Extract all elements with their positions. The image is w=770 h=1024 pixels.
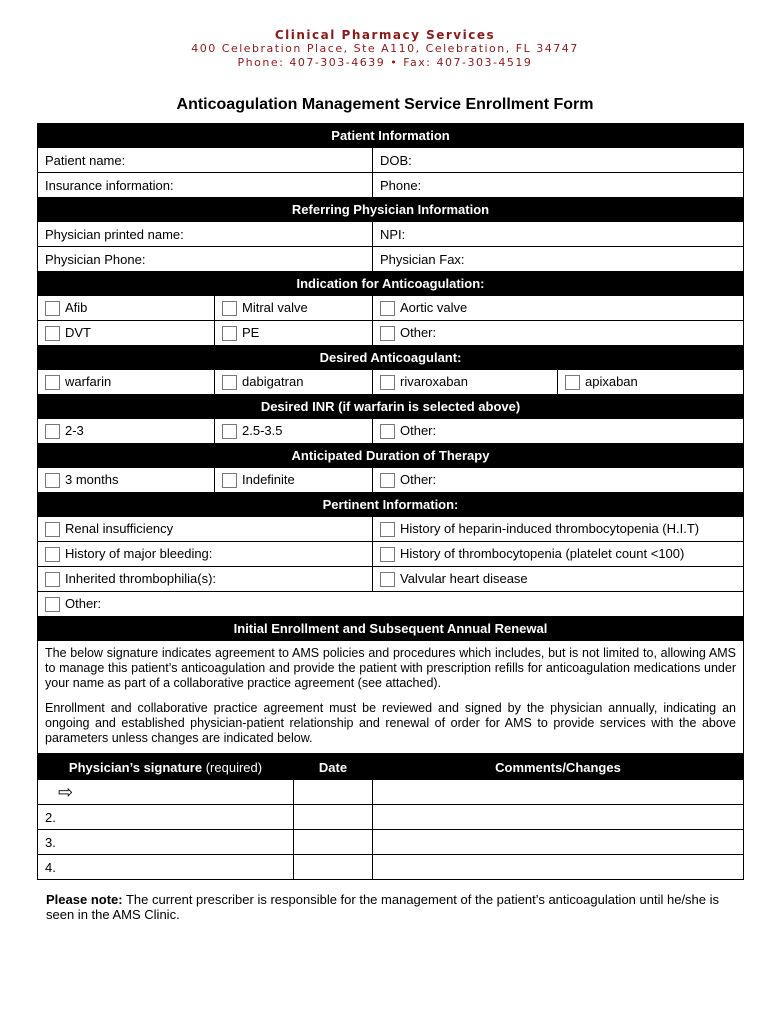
option-mitral-valve[interactable]: Mitral valve bbox=[215, 296, 373, 321]
agreement-paragraph-2: Enrollment and collaborative practice agreement must be reviewed and signed by the physician annually, indicating an ongoing and established physician-patient relationship and renewal of order for AMS to provide services with the above parameters unless changes are indicated below. bbox=[45, 701, 737, 745]
signature-cell-2[interactable]: 2. bbox=[38, 805, 294, 830]
option-rivaroxaban[interactable]: rivaroxaban bbox=[373, 370, 558, 395]
section-duration: Anticipated Duration of Therapy bbox=[38, 444, 744, 468]
option-pertinent-other[interactable]: Other: bbox=[38, 592, 744, 617]
checkbox[interactable] bbox=[45, 597, 60, 612]
checkbox[interactable] bbox=[380, 326, 395, 341]
date-cell-3[interactable] bbox=[294, 830, 373, 855]
note-text: The current prescriber is responsible for the management of the patient’s anticoagulation until he/she is seen in the AMS Clinic. bbox=[46, 892, 720, 922]
checkbox[interactable] bbox=[45, 326, 60, 341]
patient-name-field[interactable]: Patient name: bbox=[38, 148, 373, 173]
checkbox[interactable] bbox=[45, 572, 60, 587]
option-dabigatran[interactable]: dabigatran bbox=[215, 370, 373, 395]
option-3-months[interactable]: 3 months bbox=[38, 468, 215, 493]
comments-cell-1[interactable] bbox=[373, 780, 744, 805]
option-afib[interactable]: Afib bbox=[38, 296, 215, 321]
section-pertinent-information: Pertinent Information: bbox=[38, 493, 744, 517]
checkbox[interactable] bbox=[222, 326, 237, 341]
patient-phone-field[interactable]: Phone: bbox=[373, 173, 744, 198]
signature-cell-1[interactable] bbox=[38, 780, 294, 805]
checkbox[interactable] bbox=[45, 522, 60, 537]
option-inherited-thrombophilia[interactable]: Inherited thrombophilia(s): bbox=[38, 567, 373, 592]
col-comments-changes: Comments/Changes bbox=[373, 755, 744, 780]
npi-field[interactable]: NPI: bbox=[373, 222, 744, 247]
signature-table bbox=[37, 754, 744, 880]
signature-cell-4[interactable]: 4. bbox=[38, 855, 294, 880]
section-enrollment-renewal: Initial Enrollment and Subsequent Annual Renewal bbox=[38, 617, 744, 641]
option-indication-other[interactable]: Other: bbox=[373, 321, 744, 346]
option-inr-2-3[interactable]: 2-3 bbox=[38, 419, 215, 444]
option-inr-other[interactable]: Other: bbox=[373, 419, 744, 444]
org-contact: Phone: 407-303-4639 • Fax: 407-303-4519 bbox=[237, 56, 533, 69]
checkbox[interactable] bbox=[222, 473, 237, 488]
col-date: Date bbox=[294, 755, 373, 780]
option-hit-history[interactable]: History of heparin-induced thrombocytopenia (H.I.T) bbox=[373, 517, 744, 542]
date-cell-1[interactable] bbox=[294, 780, 373, 805]
section-indication: Indication for Anticoagulation: bbox=[38, 272, 744, 296]
option-duration-other[interactable]: Other: bbox=[373, 468, 744, 493]
form-title: Anticoagulation Management Service Enrollment Form bbox=[176, 96, 594, 113]
physician-phone-field[interactable]: Physician Phone: bbox=[38, 247, 373, 272]
checkbox[interactable] bbox=[380, 301, 395, 316]
option-pe[interactable]: PE bbox=[215, 321, 373, 346]
checkbox[interactable] bbox=[380, 522, 395, 537]
date-cell-4[interactable] bbox=[294, 855, 373, 880]
comments-cell-4[interactable] bbox=[373, 855, 744, 880]
right-arrow-icon: ⇨ bbox=[58, 781, 74, 802]
enrollment-agreement-text bbox=[38, 641, 744, 754]
col-physician-signature: Physician’s signature (required) bbox=[38, 755, 294, 780]
checkbox[interactable] bbox=[45, 547, 60, 562]
section-referring-physician: Referring Physician Information bbox=[38, 198, 744, 222]
physician-name-field[interactable]: Physician printed name: bbox=[38, 222, 373, 247]
option-inr-2.5-3.5[interactable]: 2.5-3.5 bbox=[215, 419, 373, 444]
checkbox[interactable] bbox=[380, 572, 395, 587]
checkbox[interactable] bbox=[222, 301, 237, 316]
please-note bbox=[46, 892, 736, 922]
checkbox[interactable] bbox=[45, 301, 60, 316]
section-desired-inr: Desired INR (if warfarin is selected above) bbox=[38, 395, 744, 419]
checkbox[interactable] bbox=[45, 473, 60, 488]
checkbox[interactable] bbox=[380, 473, 395, 488]
comments-cell-2[interactable] bbox=[373, 805, 744, 830]
checkbox[interactable] bbox=[45, 424, 60, 439]
note-label: Please note: bbox=[46, 892, 123, 907]
signature-cell-3[interactable]: 3. bbox=[38, 830, 294, 855]
option-warfarin[interactable]: warfarin bbox=[38, 370, 215, 395]
option-apixaban[interactable]: apixaban bbox=[558, 370, 744, 395]
physician-fax-field[interactable]: Physician Fax: bbox=[373, 247, 744, 272]
dob-field[interactable]: DOB: bbox=[373, 148, 744, 173]
org-address: 400 Celebration Place, Ste A110, Celebration, FL 34747 bbox=[191, 42, 579, 55]
checkbox[interactable] bbox=[45, 375, 60, 390]
option-valvular-heart-disease[interactable]: Valvular heart disease bbox=[373, 567, 744, 592]
option-indefinite[interactable]: Indefinite bbox=[215, 468, 373, 493]
checkbox[interactable] bbox=[222, 424, 237, 439]
section-anticoagulant: Desired Anticoagulant: bbox=[38, 346, 744, 370]
checkbox[interactable] bbox=[380, 547, 395, 562]
option-major-bleeding[interactable]: History of major bleeding: bbox=[38, 542, 373, 567]
option-aortic-valve[interactable]: Aortic valve bbox=[373, 296, 744, 321]
org-name: Clinical Pharmacy Services bbox=[274, 28, 496, 42]
agreement-paragraph-1: The below signature indicates agreement to AMS policies and procedures which includes, but is not limited to, allowing AMS to manage this patient’s anticoagulation and provide the patient with prescription refills for anticoagulation medications under your name as part of a collaborative practice agreement (see attached). bbox=[45, 646, 737, 690]
option-dvt[interactable]: DVT bbox=[38, 321, 215, 346]
option-renal-insufficiency[interactable]: Renal insufficiency bbox=[38, 517, 373, 542]
option-thrombocytopenia[interactable]: History of thrombocytopenia (platelet count <100) bbox=[373, 542, 744, 567]
comments-cell-3[interactable] bbox=[373, 830, 744, 855]
enrollment-form bbox=[37, 123, 743, 880]
checkbox[interactable] bbox=[380, 424, 395, 439]
checkbox[interactable] bbox=[380, 375, 395, 390]
checkbox[interactable] bbox=[222, 375, 237, 390]
section-patient-information: Patient Information bbox=[38, 124, 744, 148]
insurance-field[interactable]: Insurance information: bbox=[38, 173, 373, 198]
checkbox[interactable] bbox=[565, 375, 580, 390]
date-cell-2[interactable] bbox=[294, 805, 373, 830]
